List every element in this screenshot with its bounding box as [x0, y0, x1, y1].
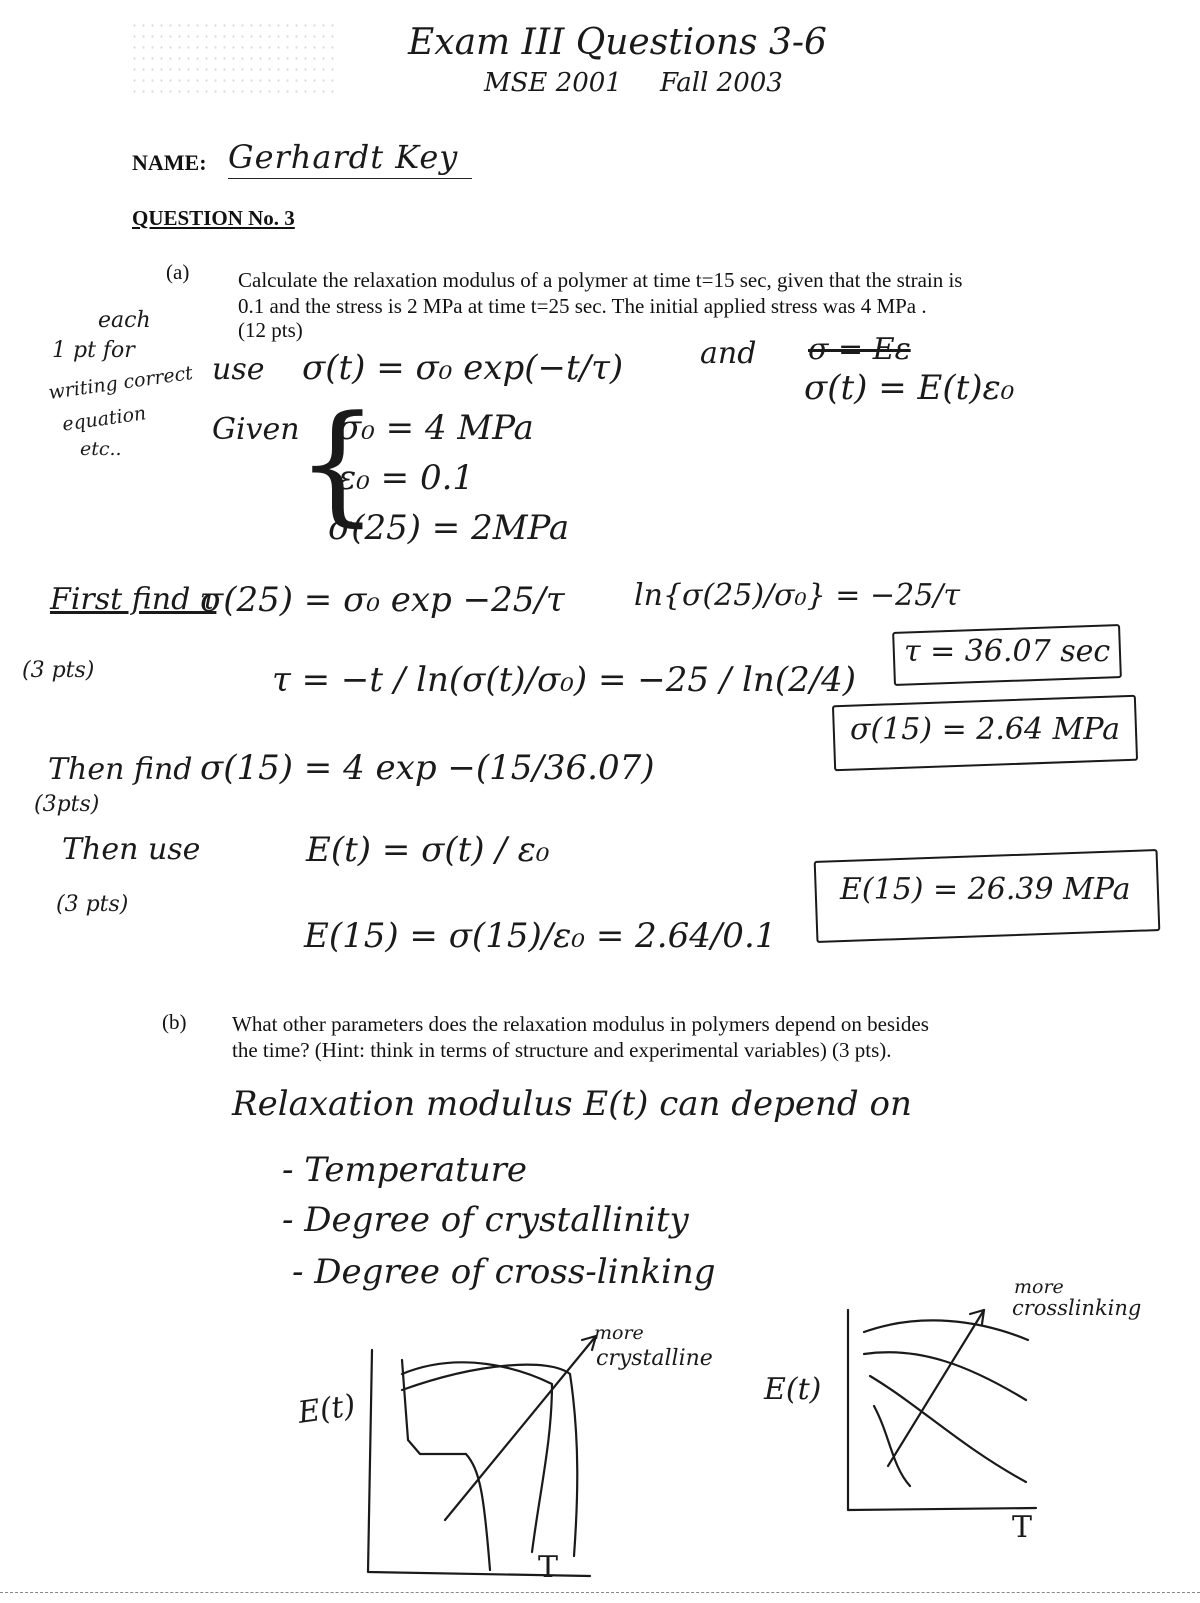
equation-modulus: σ(t) = E(t)ε₀: [804, 368, 1015, 408]
name-value: Gerhardt Key: [228, 138, 459, 176]
page-bottom-edge: [0, 1592, 1200, 1593]
graph2-arrow-label-2: crosslinking: [1012, 1296, 1142, 1320]
name-underline: [228, 178, 472, 179]
part-b-line-1: What other parameters does the relaxation modulus in polymers depend on besides: [232, 1012, 929, 1036]
and-label: and: [700, 336, 757, 371]
margin-note-3: writing correct: [47, 361, 195, 405]
name-label: NAME:: [132, 150, 207, 175]
curve-mid-crosslink: [864, 1352, 1026, 1400]
step2-points: (3pts): [34, 792, 100, 817]
step1-label: First find τ: [50, 582, 217, 617]
answer-item-temperature: - Temperature: [282, 1150, 528, 1190]
struck-equation: σ = Eε: [808, 332, 911, 367]
curve-low-crosslink: [870, 1376, 1026, 1482]
graph2-ylabel: E(t): [764, 1372, 822, 1407]
step1-log: ln{σ(25)/σ₀} = −25/τ: [634, 578, 960, 613]
step3-label: Then use: [62, 832, 201, 867]
crosslinking-arrow: [888, 1310, 984, 1466]
graph1-arrow-label-1: more: [594, 1322, 644, 1344]
answer-item-crystallinity: - Degree of crystallinity: [282, 1200, 689, 1240]
crystallinity-arrow: [445, 1336, 596, 1520]
part-a-line-1: Calculate the relaxation modulus of a polymer at time t=15 sec, given that the strain is: [238, 268, 963, 292]
equation-decay: σ(t) = σ₀ exp(−t/τ): [302, 348, 624, 388]
tau-equation: τ = −t / ln(σ(t)/σ₀) = −25 / ln(2/4): [272, 660, 857, 700]
exam-title: Exam III Questions 3-6: [408, 22, 827, 63]
given-brace: {: [296, 387, 379, 539]
margin-note-1: each: [98, 308, 151, 333]
curve-high-crosslink: [864, 1320, 1028, 1340]
use-label: use: [212, 352, 265, 387]
question-heading: QUESTION No. 3: [132, 206, 295, 230]
step3-points: (3 pts): [56, 892, 129, 917]
curve-mid-crystallinity: [402, 1362, 552, 1552]
part-a-line-2: 0.1 and the stress is 2 MPa at time t=25 sec. The initial applied stress was 4 MPa .: [238, 294, 927, 318]
scan-noise: [130, 20, 340, 100]
tau-result: τ = 36.07 sec: [904, 634, 1111, 669]
answer-intro: Relaxation modulus E(t) can depend on: [232, 1084, 912, 1124]
margin-note-2: 1 pt for: [52, 338, 135, 363]
graph2-xlabel: T: [1012, 1510, 1033, 1545]
margin-note-4: equation: [60, 402, 148, 436]
E-result: E(15) = 26.39 MPa: [840, 872, 1131, 907]
given-stress-25: σ(25) = 2MPa: [328, 508, 570, 548]
step1-points: (3 pts): [22, 658, 95, 683]
graph2-arrow-label-1: more: [1014, 1276, 1064, 1298]
graph1-xlabel: T: [538, 1550, 559, 1585]
term: Fall 2003: [660, 68, 783, 98]
given-label: Given: [212, 412, 300, 447]
answer-item-crosslinking: - Degree of cross-linking: [292, 1252, 716, 1292]
step2-label: Then find: [48, 752, 193, 787]
step2-equation: σ(15) = 4 exp −(15/36.07): [200, 748, 655, 788]
part-b-label: (b): [162, 1010, 187, 1034]
margin-note-5: etc..: [80, 438, 122, 460]
course-code: MSE 2001: [484, 68, 622, 98]
curve-uncrosslinked: [874, 1406, 910, 1486]
step1-equation: σ(25) = σ₀ exp −25/τ: [200, 580, 565, 620]
graph1-arrow-label-2: crystalline: [596, 1346, 713, 1371]
part-b-line-2: the time? (Hint: think in terms of structure and experimental variables) (3 pts).: [232, 1038, 892, 1062]
step3-equation: E(t) = σ(t) / ε₀: [306, 830, 550, 870]
curve-low-crystallinity: [402, 1360, 490, 1570]
sigma-result: σ(15) = 2.64 MPa: [850, 712, 1121, 747]
given-stress: σ₀ = 4 MPa: [338, 408, 534, 448]
given-strain: ε₀ = 0.1: [338, 458, 475, 498]
part-a-line-3: (12 pts): [238, 318, 303, 342]
graph1-ylabel: E(t): [295, 1388, 358, 1431]
step3-calculation: E(15) = σ(15)/ε₀ = 2.64/0.1: [304, 916, 777, 956]
crosslinking-sketch: [830, 1296, 1200, 1536]
part-a-label: (a): [166, 260, 190, 284]
